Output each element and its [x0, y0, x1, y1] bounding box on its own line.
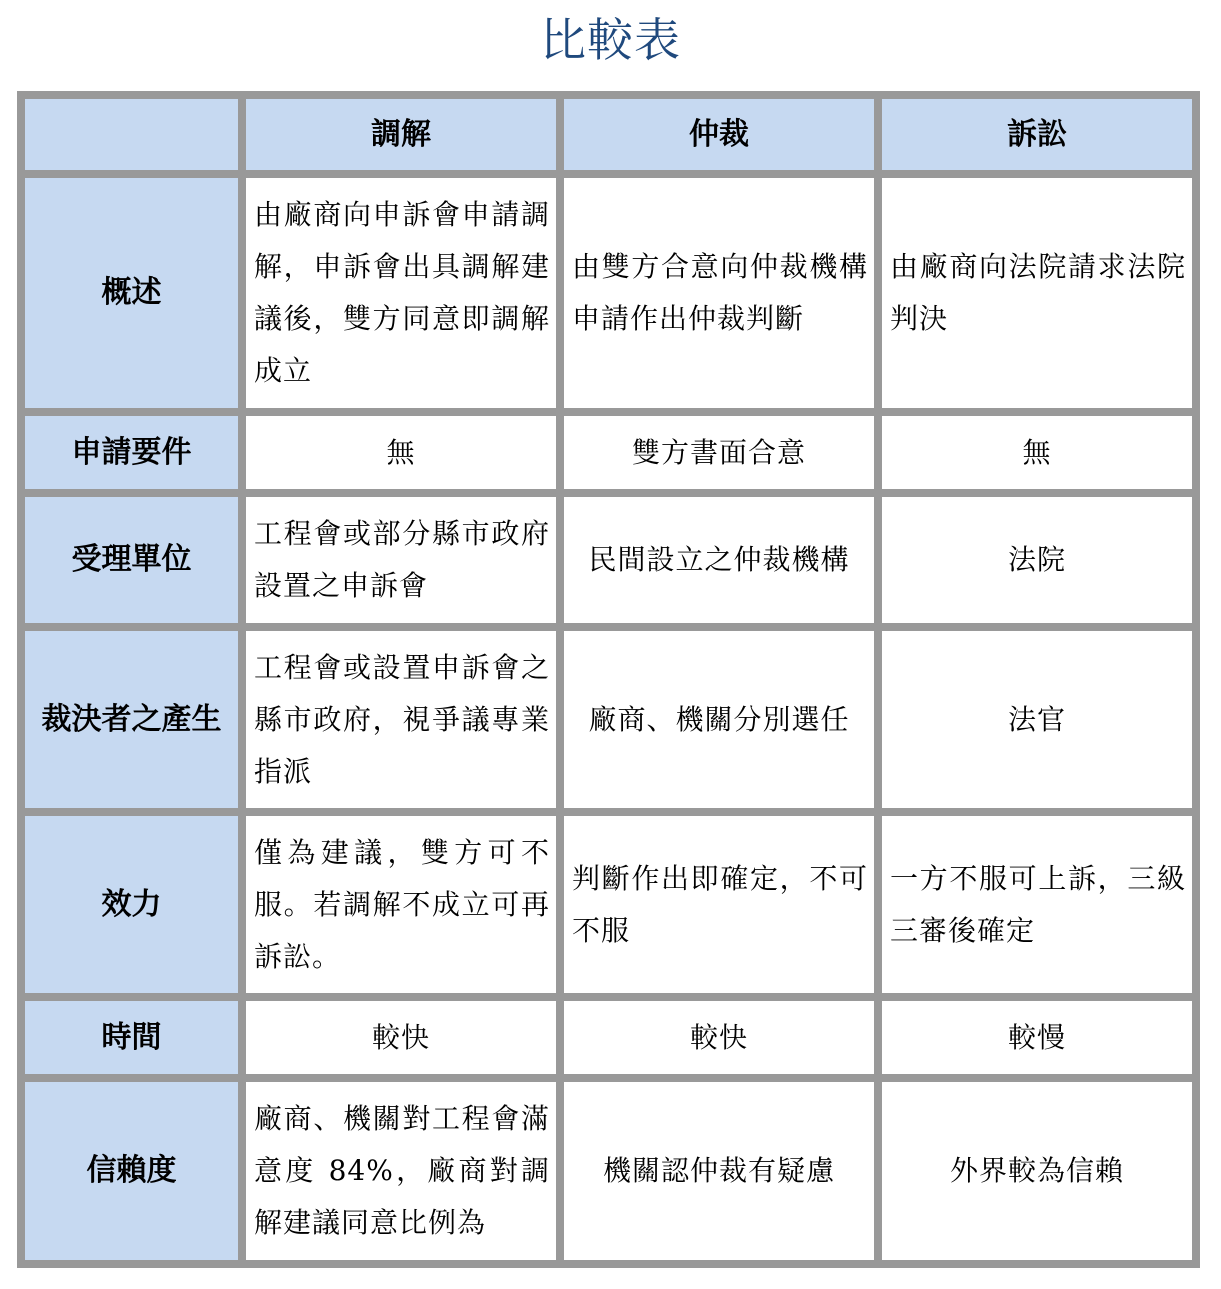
table-cell: [246, 1001, 556, 1074]
table-cell: [882, 497, 1192, 623]
table-cell: [246, 1082, 556, 1260]
table-cell: [564, 1082, 874, 1260]
page-title: 比較表: [540, 13, 681, 67]
table-cell: [246, 178, 556, 408]
header-corner-cell: [25, 99, 238, 170]
cell-text: 較慢: [1007, 1020, 1066, 1054]
cell-text: 法院: [1007, 543, 1066, 576]
cell-text: 一方不服可上訴，三級三審後確定: [890, 861, 1186, 947]
table-cell: [882, 1082, 1192, 1260]
row-label-adjudicator-selection: 裁決者之產生: [25, 631, 238, 808]
cell-text: 較快: [371, 1020, 430, 1054]
table-cell: [564, 416, 874, 489]
cell-text: 僅為建議，雙方可不服。若調解不成立可再訴訟。: [254, 835, 550, 973]
row-label-requirements: 申請要件: [25, 416, 238, 489]
table-cell: [882, 816, 1192, 993]
cell-text: 工程會或設置申訴會之縣市政府，視爭議專業指派: [254, 650, 550, 788]
table-cell: [564, 631, 874, 808]
cell-text: 廠商、機關分別選任: [588, 702, 850, 736]
row-label-time: 時間: [25, 1001, 238, 1074]
row-label-accepting-unit: 受理單位: [25, 497, 238, 623]
cell-text: 由雙方合意向仲裁機構申請作出仲裁判斷: [572, 250, 868, 335]
comparison-table: [17, 91, 1200, 1268]
cell-text: 廠商、機關對工程會滿意度 84%，廠商對調解建議同意比例為: [254, 1102, 550, 1239]
table-cell: [882, 631, 1192, 808]
cell-text: 無: [1022, 435, 1052, 469]
table-cell: [564, 1001, 874, 1074]
cell-text: 工程會或部分縣市政府設置之申訴會: [254, 517, 550, 602]
cell-text: 法官: [1007, 702, 1066, 736]
cell-text: 民間設立之仲裁機構: [588, 543, 850, 576]
cell-text: 由廠商向法院請求法院判決: [890, 250, 1186, 335]
cell-text: 無: [386, 435, 416, 469]
header-litigation: 訴訟: [882, 99, 1192, 170]
cell-text: 較快: [689, 1020, 748, 1054]
row-label-overview: 概述: [25, 178, 238, 408]
table-cell: [882, 178, 1192, 408]
cell-text: 由廠商向申訴會申請調解，申訴會出具調解建議後，雙方同意即調解成立: [254, 198, 550, 387]
table-cell: [246, 416, 556, 489]
table-cell: [246, 631, 556, 808]
header-mediation: 調解: [246, 99, 556, 170]
cell-text: 機關認仲裁有疑慮: [602, 1154, 835, 1187]
row-label-credibility: 信賴度: [25, 1082, 238, 1260]
table-cell: [564, 178, 874, 408]
table-cell: [564, 497, 874, 623]
cell-text: 外界較為信賴: [949, 1154, 1124, 1187]
table-cell: [564, 816, 874, 993]
cell-text: 雙方書面合意: [631, 435, 806, 469]
row-label-effect: 效力: [25, 816, 238, 993]
table-cell: [882, 1001, 1192, 1074]
cell-text: 判斷作出即確定，不可不服: [572, 861, 868, 947]
table-cell: [246, 816, 556, 993]
header-arbitration: 仲裁: [564, 99, 874, 170]
table-cell: [882, 416, 1192, 489]
table-cell: [246, 497, 556, 623]
